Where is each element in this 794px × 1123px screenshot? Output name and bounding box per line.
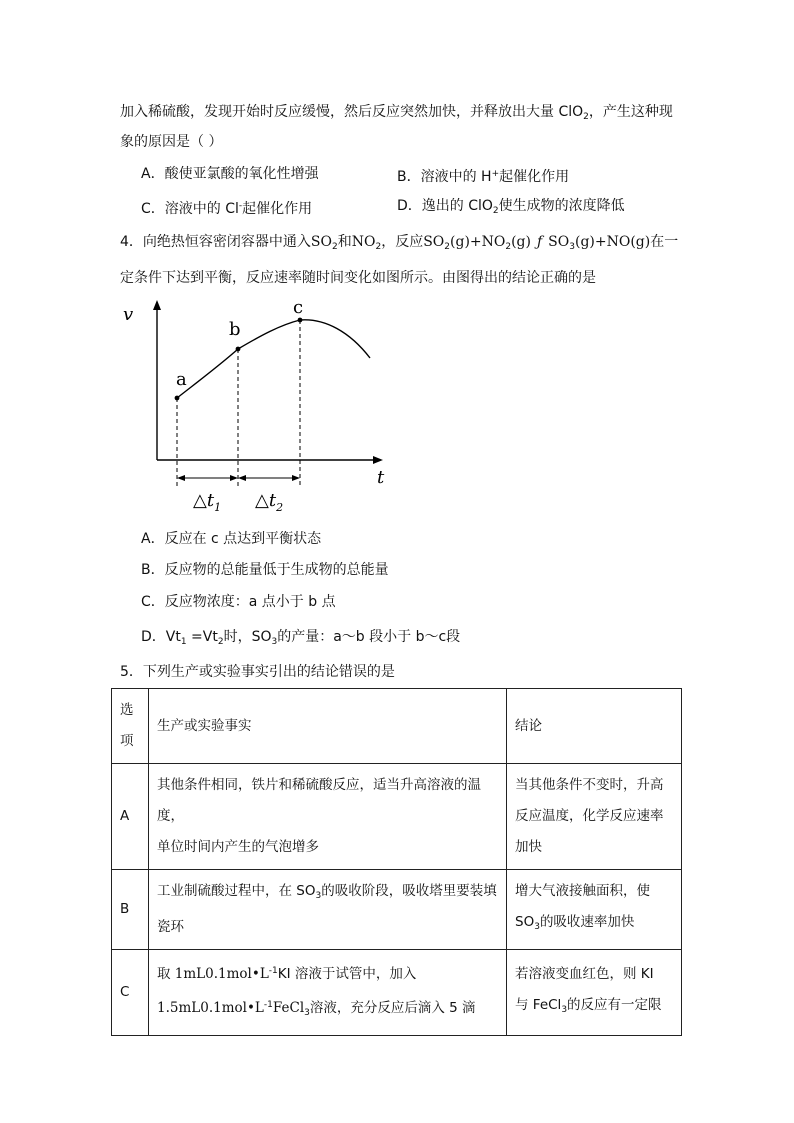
row-c-fact: 取 $1mL0.1mol•L^{-1}KI$ 溶液于试管中，加入 $1.5mL0.1mol•L^{-1}FeCl_3$溶液，充分反应后滴入 5 滴 xyxy=(149,950,507,1036)
row-b-fact: 工业制硫酸过程中，在 $SO_3$的吸收阶段，吸收塔里要装填 瓷环 xyxy=(149,870,507,950)
y-axis-label: v xyxy=(123,304,134,325)
velocity-time-graph xyxy=(110,290,410,520)
q3-option-d: D．逸出的 ClO$_2$使生成物的浓度降低 xyxy=(397,198,625,216)
row-b-option: B xyxy=(112,870,149,950)
row-a-fact: 其他条件相同，铁片和稀硫酸反应，适当升高溶液的温度， 单位时间内产生的气泡增多 xyxy=(149,764,507,870)
y-axis-arrow xyxy=(153,300,161,310)
point-c-label: c xyxy=(293,297,304,318)
q5-stem: 5．下列生产或实验事实引出的结论错误的是 xyxy=(120,664,395,680)
row-a-conclusion: 当其他条件不变时，升高 反应温度，化学反应速率 加快 xyxy=(507,764,682,870)
table-header-row xyxy=(112,689,682,764)
q3-option-b: B．溶液中的 H+起催化作用 xyxy=(397,169,570,185)
dt2-label: $\triangle t_2$ xyxy=(255,490,284,514)
dt1-label: $\triangle t_1$ xyxy=(193,490,222,514)
q4-stem-line1: 4．向绝热恒容密闭容器中通入$SO_2$和$NO_2$，反应$SO_2(g)+NO_2(g)$ ƒ $SO_3(g)+NO(g)$在一 xyxy=(120,234,679,252)
row-b-conclusion: 增大气液接触面积，使 $SO_3$的吸收速率加快 xyxy=(507,870,682,950)
table-row xyxy=(112,950,682,1036)
q3-option-c: C．溶液中的 Cl-起催化作用 xyxy=(141,201,313,217)
point-a-label: a xyxy=(176,369,187,390)
table-row xyxy=(112,870,682,950)
q3-option-a: A．酸使亚氯酸的氧化性增强 xyxy=(141,166,319,182)
q4-option-d: D．$Vt_1 =Vt_2$时，$SO_3$的产量：a～b 段小于 b～c段 xyxy=(141,629,461,647)
q4-option-c: C．反应物浓度：a 点小于 b 点 xyxy=(141,594,336,610)
table-row xyxy=(112,764,682,870)
q4-option-a: A．反应在 c 点达到平衡状态 xyxy=(141,531,322,547)
point-b-label: b xyxy=(229,319,241,340)
rate-curve xyxy=(177,320,370,398)
q3-stem-line1: 加入稀硫酸，发现开始时反应缓慢，然后反应突然加快，并释放出大量 ClO$_2$，产生这种现 xyxy=(120,104,673,122)
header-option: 选 项 xyxy=(112,689,149,764)
x-axis-label: t xyxy=(377,467,385,488)
q5-table xyxy=(111,688,682,1036)
x-axis-arrow xyxy=(373,456,383,464)
row-c-option: C xyxy=(112,950,149,1036)
header-fact: 生产或实验事实 xyxy=(149,689,507,764)
q3-stem-line2: 象的原因是（ ） xyxy=(120,134,223,150)
header-conclusion: 结论 xyxy=(507,689,682,764)
q4-stem-line2: 定条件下达到平衡，反应速率随时间变化如图所示。由图得出的结论正确的是 xyxy=(120,270,596,286)
q4-option-b: B．反应物的总能量低于生成物的总能量 xyxy=(141,562,389,578)
row-a-option: A xyxy=(112,764,149,870)
row-c-conclusion: 若溶液变血红色，则 KI 与 FeCl$_3$的反应有一定限 xyxy=(507,950,682,1036)
